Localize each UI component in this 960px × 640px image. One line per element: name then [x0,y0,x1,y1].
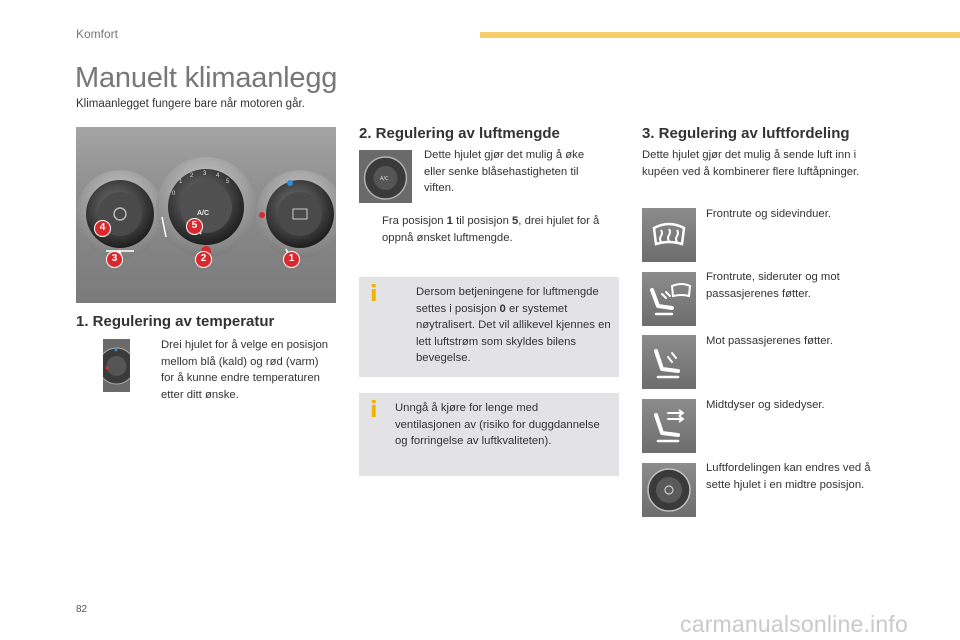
climate-panel-photo [76,127,336,303]
section1-bullet-text: Drei hjulet for å velge en posisjon mellom blå (kald) og rød (varm) for å kunne endre temperaturen etter ditt ønske. [161,339,329,401]
section2-intro: Dette hjulet gjør det mulig å øke eller senke blåsehastigheten til viften. [424,149,585,194]
section3-intro: Dette hjulet gjør det mulig å sende luft inn i kupéen ved å kombinerer flere luftåpninger. [642,149,860,178]
scale-label: 5 [226,179,230,185]
scale-label: 0 [172,191,176,197]
text-run: Fra posisjon [382,215,447,227]
scale-label: 3 [203,171,207,177]
windshield-feet-icon [642,272,696,326]
face-vents-icon [642,399,696,453]
info-icon: i [370,398,378,423]
text-run: , drei hjulet for å oppnå ønsket luftmengde. [382,215,600,244]
text-run: til posisjon [452,215,512,227]
callout-3: 3 [106,251,123,268]
distribution-text-3: Mot passasjerenes føtter. [706,335,833,347]
section2-heading: 2. Regulering av luftmengde [359,125,560,142]
section1-heading: 1. Regulering av temperatur [76,313,275,330]
header-accent-bar [480,32,960,38]
callout-4: 4 [94,220,111,237]
windshield-defrost-icon [642,208,696,262]
text-run: er systemet nøytralisert. Det vil allikevel kjennes en lett luftstrøm som skyldes bilens bevegelse. [416,302,611,364]
feet-airflow-icon [642,335,696,389]
callout-1: 1 [283,251,300,268]
callout-2: 2 [195,251,212,268]
info-box-text [416,284,612,367]
page-title: Manuelt klimaanlegg [75,62,338,94]
distribution-text-5: Luftfordelingen kan endres ved å sette hjulet i en midtre posisjon. [706,462,871,491]
watermark: carmanualsonline.info [680,611,908,637]
distribution-text-1: Frontrute og sidevinduer. [706,208,831,220]
temperature-knob-thumbnail [103,339,130,392]
info-icon: i [370,282,378,307]
position-one: 1 [446,215,453,227]
text-run: Dersom betjeningene for luftmengde settes i posisjon [416,286,599,315]
distribution-text-4: Midtdyser og sidedyser. [706,399,825,411]
thumb-ac-text: A/C [380,176,389,182]
scale-label: 4 [216,173,220,179]
position-five: 5 [512,215,519,227]
callout-5: 5 [186,218,203,235]
airflow-knob-thumbnail [359,150,412,203]
section-tag: Komfort [76,27,119,41]
info-box-neutral-position [359,277,619,377]
distribution-knob-icon [642,463,696,517]
info-box-text: Unngå å kjøre for lenge med ventilasjonen av (risiko for duggdannelse og forringelse av luftkvaliteten). [395,402,600,447]
page-number: 82 [76,604,88,615]
section3-heading: 3. Regulering av luftfordeling [642,125,850,142]
position-zero: 0 [499,302,506,315]
scale-label: 2 [190,173,194,179]
section2-bullet-text [382,213,618,246]
distribution-text-2: Frontrute, sideruter og mot passasjerenes føtter. [706,271,840,300]
info-box-ventilation-warning [359,393,619,476]
scale-label: 1 [179,179,183,185]
ac-label: A/C [197,210,210,217]
page-subtitle: Klimaanlegget fungere bare når motoren går. [76,98,305,110]
